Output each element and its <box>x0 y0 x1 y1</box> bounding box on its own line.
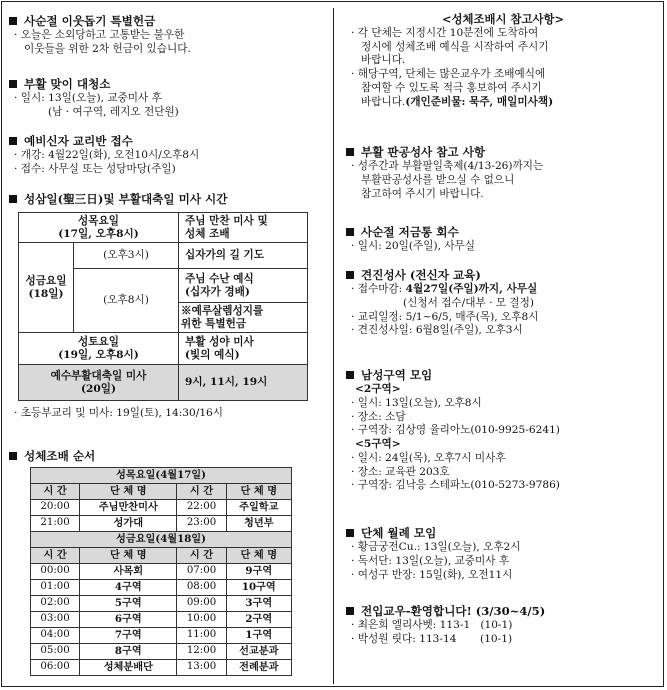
group-cell: 성체분배단 <box>80 660 177 676</box>
group-cell: 사목회 <box>80 564 177 580</box>
section-title: 견진성사 (전신자 교육) <box>361 268 481 282</box>
group-cell: 9구역 <box>226 564 291 580</box>
group-cell: 성가대 <box>80 516 177 532</box>
time-cell: 00:00 <box>31 564 80 580</box>
time-cell: 22:00 <box>177 500 226 516</box>
section-adoration <box>8 449 330 676</box>
text-line: · 접수: 사무실 또는 성당마당(주일) <box>14 162 176 175</box>
time-cell: 02:00 <box>31 596 80 612</box>
section-adoration-notes <box>345 12 661 109</box>
good-friday-time-1: (오후3시) <box>74 243 179 269</box>
column-divider <box>333 8 334 684</box>
text-line: · 성주간과 부활팔일축제(4/13-26)까지는 <box>351 160 544 173</box>
text-line: · 일시: 13일(오늘), 교중미사 후 <box>14 92 162 105</box>
col-header: 시 간 <box>31 548 80 564</box>
group-cell: 8구역 <box>80 644 177 660</box>
section-confirmation <box>345 268 661 338</box>
good-friday-desc-1: 십자가의 길 기도 <box>179 243 308 269</box>
col-header: 단 체 명 <box>80 484 177 500</box>
table-row <box>31 500 292 516</box>
bold-note: (개인준비물: 묵주, 매일미사책) <box>405 95 554 108</box>
table-row <box>31 516 292 532</box>
col-header: 단 체 명 <box>80 548 177 564</box>
group-cell: 6구역 <box>80 612 177 628</box>
section-title: 전입교우-환영합니다! (3/30~4/5) <box>361 604 546 618</box>
square-bullet-icon <box>346 148 354 156</box>
table-row <box>31 628 292 644</box>
text-line: · 일시: 13일(오늘), 오후8시 <box>351 396 482 409</box>
group-cell: 7구역 <box>80 628 177 644</box>
text-line: · 박성원 릿다: 113-14 (10-1) <box>351 632 513 645</box>
table-row <box>31 612 292 628</box>
text-line: 참여할 수 있도록 적극 홍보하여 주시기 <box>361 81 542 94</box>
section-title: <성체조배시 참고사항> <box>441 12 565 26</box>
time-cell: 21:00 <box>31 516 80 532</box>
group-cell: 주일학교 <box>226 500 291 516</box>
time-cell: 11:00 <box>177 628 226 644</box>
group-cell: 전례분과 <box>226 660 291 676</box>
group-cell: 청년부 <box>226 516 291 532</box>
friday-title: 성금요일(4월18일) <box>31 532 292 548</box>
time-cell: 03:00 <box>31 612 80 628</box>
square-bullet-icon <box>346 228 354 236</box>
group-cell: 1구역 <box>226 628 291 644</box>
section-lent-offering <box>8 14 330 57</box>
text-line: 참고하여 주시기 바랍니다. <box>361 187 484 200</box>
table-row <box>31 580 292 596</box>
col-header: 시 간 <box>177 548 226 564</box>
holy-thursday-desc: 주님 만찬 미사 및 성체 조배 <box>179 213 308 243</box>
square-bullet-icon <box>346 529 354 537</box>
col-header: 시 간 <box>31 484 80 500</box>
col-header: 단 체 명 <box>226 484 291 500</box>
text-line: · 최은희 엘리사벳: 113-1 (10-1) <box>351 619 513 632</box>
section-title: 성체조배 순서 <box>24 449 96 463</box>
text-line: (신청서 접수/대부 · 모 결정) <box>403 296 535 309</box>
time-cell: 08:00 <box>177 580 226 596</box>
section-title: 사순절 이웃돕기 특별헌금 <box>24 14 156 28</box>
text-line: · 독서단: 13일(오늘), 교중미사 후 <box>351 554 510 567</box>
holy-saturday-desc: 부활 성야 미사 (빛의 예식) <box>179 333 308 365</box>
time-cell: 06:00 <box>31 660 80 676</box>
section-title: 예비신자 교리반 접수 <box>24 134 133 148</box>
text-line: · 일시: 24일(목), 오후7시 미사후 <box>351 451 506 464</box>
text-line: 바랍니다. <box>361 95 406 108</box>
easter-desc: 9시, 11시, 19시 <box>179 365 308 401</box>
section-mens-group <box>345 368 661 493</box>
text-line: <2구역> <box>355 383 401 396</box>
square-bullet-icon <box>9 17 17 25</box>
square-bullet-icon <box>9 452 17 460</box>
text-line: (남 · 여구역, 레지오 전단원) <box>48 105 179 118</box>
deadline-text: 4월27일(주일)까지, 사무실 <box>405 283 538 296</box>
time-cell: 10:00 <box>177 612 226 628</box>
square-bullet-icon <box>9 195 17 203</box>
section-title: 단체 월례 모임 <box>361 526 437 540</box>
section-title: 성삼일(聖三日)및 부활대축일 미사 시간 <box>24 192 228 206</box>
good-friday-time-2: (오후8시) <box>74 269 179 333</box>
section-piggybank <box>345 225 661 254</box>
table-row <box>31 564 292 580</box>
text-line: 정시에 성체조배 예식을 시작하여 주시기 <box>361 40 549 53</box>
easter-label: 예수부활대축일 미사 (20일) <box>19 365 179 401</box>
section-welcome <box>345 604 661 647</box>
text-line: · 장소: 교육관 203호 <box>351 465 450 478</box>
good-friday-label: 성금요일 (18일) <box>19 243 74 333</box>
col-header: 시 간 <box>177 484 226 500</box>
time-cell: 04:00 <box>31 628 80 644</box>
group-cell: 선교분과 <box>226 644 291 660</box>
section-cleanup <box>8 77 330 120</box>
good-friday-desc-2: 주님 수난 예식 (십자가 경배) <box>179 269 308 303</box>
table-row <box>31 644 292 660</box>
table-row <box>31 596 292 612</box>
square-bullet-icon <box>346 607 354 615</box>
time-cell: 07:00 <box>177 564 226 580</box>
section-title: 부활 판공성사 참고 사항 <box>361 145 486 159</box>
text-line: <5구역> <box>355 438 401 451</box>
mass-schedule-table <box>18 212 308 401</box>
section-confession <box>345 145 661 201</box>
text-line: · 구역장: 김상영 율리아노(010-9925-6241) <box>351 424 560 437</box>
section-title: 사순절 저금통 회수 <box>361 225 459 239</box>
text-line: · 접수마감: <box>351 283 406 296</box>
good-friday-desc-3: ※예루살렘성지를 위한 특별헌금 <box>179 303 308 333</box>
text-line: 바랍니다. <box>361 54 406 67</box>
time-cell: 12:00 <box>177 644 226 660</box>
group-cell: 2구역 <box>226 612 291 628</box>
time-cell: 13:00 <box>177 660 226 676</box>
text-line: · 각 단체는 지정시간 10분전에 도착하여 <box>351 26 539 39</box>
text-line: 이웃들을 위한 2차 헌금이 있습니다. <box>24 42 191 55</box>
text-line: · 견진성사일: 6월8일(주일), 오후3시 <box>351 324 523 337</box>
square-bullet-icon <box>346 271 354 279</box>
section-monthly-meetings <box>345 526 661 582</box>
section-catechumen <box>8 134 330 177</box>
adoration-table <box>30 467 292 676</box>
time-cell: 01:00 <box>31 580 80 596</box>
text-line: · 해당구역, 단체는 많은교우가 조배예식에 <box>351 68 546 81</box>
section-title: 부활 맞이 대청소 <box>24 77 111 91</box>
group-cell: 주님만찬미사 <box>80 500 177 516</box>
group-cell: 10구역 <box>226 580 291 596</box>
text-line: · 장소: 소담 <box>351 410 406 423</box>
square-bullet-icon <box>9 80 17 88</box>
holy-thursday-label: 성목요일 (17일, 오후8시) <box>19 213 179 243</box>
group-cell: 3구역 <box>226 596 291 612</box>
group-cell: 4구역 <box>80 580 177 596</box>
square-bullet-icon <box>346 371 354 379</box>
thursday-title: 성목요일(4월17일) <box>31 468 292 484</box>
section-triduum <box>8 192 330 421</box>
text-line: 부활판공성사를 받으실 수 없으니 <box>361 173 515 186</box>
group-cell: 5구역 <box>80 596 177 612</box>
square-bullet-icon <box>9 137 17 145</box>
text-line: · 일시: 20일(주일), 사무실 <box>351 240 476 253</box>
text-line: · 황금궁전Cu.: 13일(오늘), 오후2시 <box>351 541 521 554</box>
text-line: · 오늘은 소외당하고 고통받는 불우한 <box>14 29 185 42</box>
section-title: 남성구역 모임 <box>361 368 433 382</box>
text-line: · 개강: 4월22일(화), 오전10시/오후8시 <box>14 149 200 162</box>
time-cell: 09:00 <box>177 596 226 612</box>
text-line: · 구역장: 김낙응 스테파노(010-5273-9786) <box>351 479 560 492</box>
text-line: · 교리일정: 5/1~6/5, 매주(목), 오후8시 <box>351 310 539 323</box>
text-line: · 여성구 반장: 15일(화), 오전11시 <box>351 568 513 581</box>
text-line: · 초등부교리 및 미사: 19일(토), 14:30/16시 <box>14 407 224 420</box>
col-header: 단 체 명 <box>226 548 291 564</box>
time-cell: 23:00 <box>177 516 226 532</box>
time-cell: 05:00 <box>31 644 80 660</box>
time-cell: 20:00 <box>31 500 80 516</box>
holy-saturday-label: 성토요일 (19일, 오후8시) <box>19 333 179 365</box>
table-row <box>31 660 292 676</box>
